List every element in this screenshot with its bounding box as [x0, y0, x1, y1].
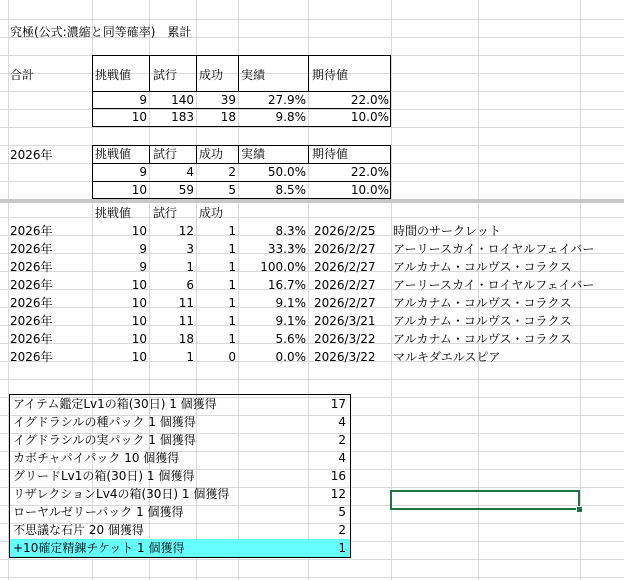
sheet-title: 究極(公式:濃縮と同等確率) 累計	[10, 25, 192, 39]
active-cell-selection[interactable]	[390, 490, 580, 510]
item-count[interactable]: 4	[338, 415, 346, 429]
log-rate[interactable]: 0.0%	[275, 350, 306, 364]
log-rate[interactable]: 8.3%	[275, 224, 306, 238]
year-col-rule	[308, 145, 309, 163]
total-header-expected: 期待値	[312, 68, 349, 82]
log-item[interactable]: アルカナム・コルヴス・コラクス	[393, 260, 572, 274]
year-header-success: 成功	[199, 147, 224, 161]
log-success[interactable]: 0	[228, 350, 236, 364]
total-col-rule	[196, 55, 197, 91]
log-trials[interactable]: 1	[186, 260, 194, 274]
log-success[interactable]: 1	[228, 260, 236, 274]
year-cell[interactable]: 59	[178, 183, 194, 197]
log-date[interactable]: 2026/3/22	[314, 350, 376, 364]
fill-handle[interactable]	[576, 506, 583, 513]
log-date[interactable]: 2026/2/27	[314, 242, 376, 256]
log-year[interactable]: 2026年	[10, 314, 53, 328]
log-header-success: 成功	[199, 206, 224, 220]
log-challenge[interactable]: 10	[131, 296, 147, 310]
log-trials[interactable]: 1	[186, 350, 194, 364]
year-cell[interactable]: 4	[186, 165, 194, 179]
log-challenge[interactable]: 10	[131, 350, 147, 364]
log-item[interactable]: アーリースカイ・ロイヤルフェイバー	[393, 242, 595, 256]
log-rate[interactable]: 16.7%	[267, 278, 306, 292]
log-challenge[interactable]: 10	[131, 314, 147, 328]
total-cell[interactable]: 10.0%	[350, 110, 389, 124]
log-success[interactable]: 1	[228, 224, 236, 238]
log-date[interactable]: 2026/2/27	[314, 278, 376, 292]
log-year[interactable]: 2026年	[10, 296, 53, 310]
total-cell[interactable]: 22.0%	[350, 93, 389, 107]
item-count[interactable]: 4	[338, 451, 346, 465]
total-label: 合計	[10, 68, 35, 82]
total-col-rule	[308, 55, 309, 91]
log-date[interactable]: 2026/2/27	[314, 260, 376, 274]
item-name[interactable]: イグドラシルの種パック 1 個獲得	[13, 415, 196, 429]
log-success[interactable]: 1	[228, 278, 236, 292]
total-cell[interactable]: 9.8%	[275, 110, 306, 124]
log-year[interactable]: 2026年	[10, 260, 53, 274]
item-name[interactable]: 不思議な石片 20 個獲得	[13, 523, 144, 537]
item-count[interactable]: 12	[330, 487, 346, 501]
year-cell[interactable]: 2	[228, 165, 236, 179]
total-cell[interactable]: 140	[171, 93, 194, 107]
year-cell[interactable]: 50.0%	[267, 165, 306, 179]
item-name[interactable]: カボチャパイパック 10 個獲得	[13, 451, 180, 465]
log-date[interactable]: 2026/3/21	[314, 314, 376, 328]
total-header-success: 成功	[199, 68, 224, 82]
log-rate[interactable]: 33.3%	[267, 242, 306, 256]
year-cell[interactable]: 10.0%	[350, 183, 389, 197]
log-challenge[interactable]: 10	[131, 278, 147, 292]
total-cell[interactable]: 39	[220, 93, 236, 107]
total-cell[interactable]: 18	[220, 110, 236, 124]
total-cell[interactable]: 9	[139, 93, 147, 107]
log-challenge[interactable]: 9	[139, 260, 147, 274]
log-trials[interactable]: 12	[178, 224, 194, 238]
year-cell[interactable]: 9	[139, 165, 147, 179]
log-year[interactable]: 2026年	[10, 332, 53, 346]
year-cell[interactable]: 22.0%	[350, 165, 389, 179]
log-trials[interactable]: 18	[178, 332, 194, 346]
log-item[interactable]: マルキダエルスピア	[393, 350, 501, 364]
year-header-actual: 実績	[241, 147, 266, 161]
log-rate[interactable]: 9.1%	[275, 314, 306, 328]
item-name[interactable]: +10確定精錬チケット 1 個獲得	[13, 541, 185, 555]
total-cell[interactable]: 27.9%	[267, 93, 306, 107]
item-name[interactable]: グリードLv1の箱(30日) 1 個獲得	[13, 469, 195, 483]
log-item[interactable]: 時間のサークレット	[393, 224, 501, 238]
log-rate[interactable]: 9.1%	[275, 296, 306, 310]
year-header-trials: 試行	[153, 147, 178, 161]
year-cell[interactable]: 5	[228, 183, 236, 197]
log-year[interactable]: 2026年	[10, 224, 53, 238]
year-col-rule	[149, 145, 150, 163]
log-success[interactable]: 1	[228, 314, 236, 328]
item-count[interactable]: 1	[338, 541, 346, 555]
log-challenge[interactable]: 10	[131, 224, 147, 238]
log-header-trials: 試行	[153, 206, 178, 220]
log-success[interactable]: 1	[228, 296, 236, 310]
log-item[interactable]: アルカナム・コルヴス・コラクス	[393, 314, 572, 328]
log-trials[interactable]: 6	[186, 278, 194, 292]
log-trials[interactable]: 11	[178, 314, 194, 328]
total-header-actual: 実績	[241, 68, 266, 82]
log-success[interactable]: 1	[228, 242, 236, 256]
year-cell[interactable]: 8.5%	[275, 183, 306, 197]
item-name[interactable]: イグドラシルの実パック 1 個獲得	[13, 433, 196, 447]
log-trials[interactable]: 3	[186, 242, 194, 256]
total-cell[interactable]: 183	[171, 110, 194, 124]
log-date[interactable]: 2026/2/27	[314, 296, 376, 310]
log-rate[interactable]: 100.0%	[260, 260, 306, 274]
item-count[interactable]: 5	[338, 505, 346, 519]
item-count[interactable]: 17	[330, 397, 346, 411]
year-col-rule	[196, 145, 197, 163]
log-trials[interactable]: 11	[178, 296, 194, 310]
log-item[interactable]: アーリースカイ・ロイヤルフェイバー	[393, 278, 595, 292]
item-count[interactable]: 2	[338, 433, 346, 447]
log-year[interactable]: 2026年	[10, 242, 53, 256]
log-date[interactable]: 2026/3/22	[314, 332, 376, 346]
log-item[interactable]: アルカナム・コルヴス・コラクス	[393, 296, 572, 310]
year-cell[interactable]: 10	[131, 183, 147, 197]
item-name[interactable]: リザレクションLv4の箱(30日) 1 個獲得	[13, 487, 230, 501]
log-date[interactable]: 2026/2/25	[314, 224, 376, 238]
log-item[interactable]: アルカナム・コルヴス・コラクス	[393, 332, 572, 346]
item-name[interactable]: ローヤルゼリーパック 1 個獲得	[13, 505, 184, 519]
log-challenge[interactable]: 10	[131, 332, 147, 346]
log-year[interactable]: 2026年	[10, 278, 53, 292]
total-col-rule	[149, 55, 150, 91]
total-header-trials: 試行	[153, 68, 178, 82]
log-header-challenge: 挑戦値	[95, 206, 132, 220]
item-name[interactable]: アイテム鑑定Lv1の箱(30日) 1 個獲得	[13, 397, 217, 411]
total-header-challenge: 挑戦値	[95, 68, 132, 82]
log-challenge[interactable]: 9	[139, 242, 147, 256]
total-col-rule	[238, 55, 239, 91]
log-rate[interactable]: 5.6%	[275, 332, 306, 346]
year-header-challenge: 挑戦値	[95, 147, 132, 161]
year-col-rule	[238, 145, 239, 163]
log-year[interactable]: 2026年	[10, 350, 53, 364]
total-cell[interactable]: 10	[131, 110, 147, 124]
item-count[interactable]: 16	[330, 469, 346, 483]
year-header-expected: 期待値	[312, 147, 349, 161]
frozen-pane-divider[interactable]	[0, 199, 624, 203]
year-label: 2026年	[10, 148, 53, 162]
item-count[interactable]: 2	[338, 523, 346, 537]
log-success[interactable]: 1	[228, 332, 236, 346]
